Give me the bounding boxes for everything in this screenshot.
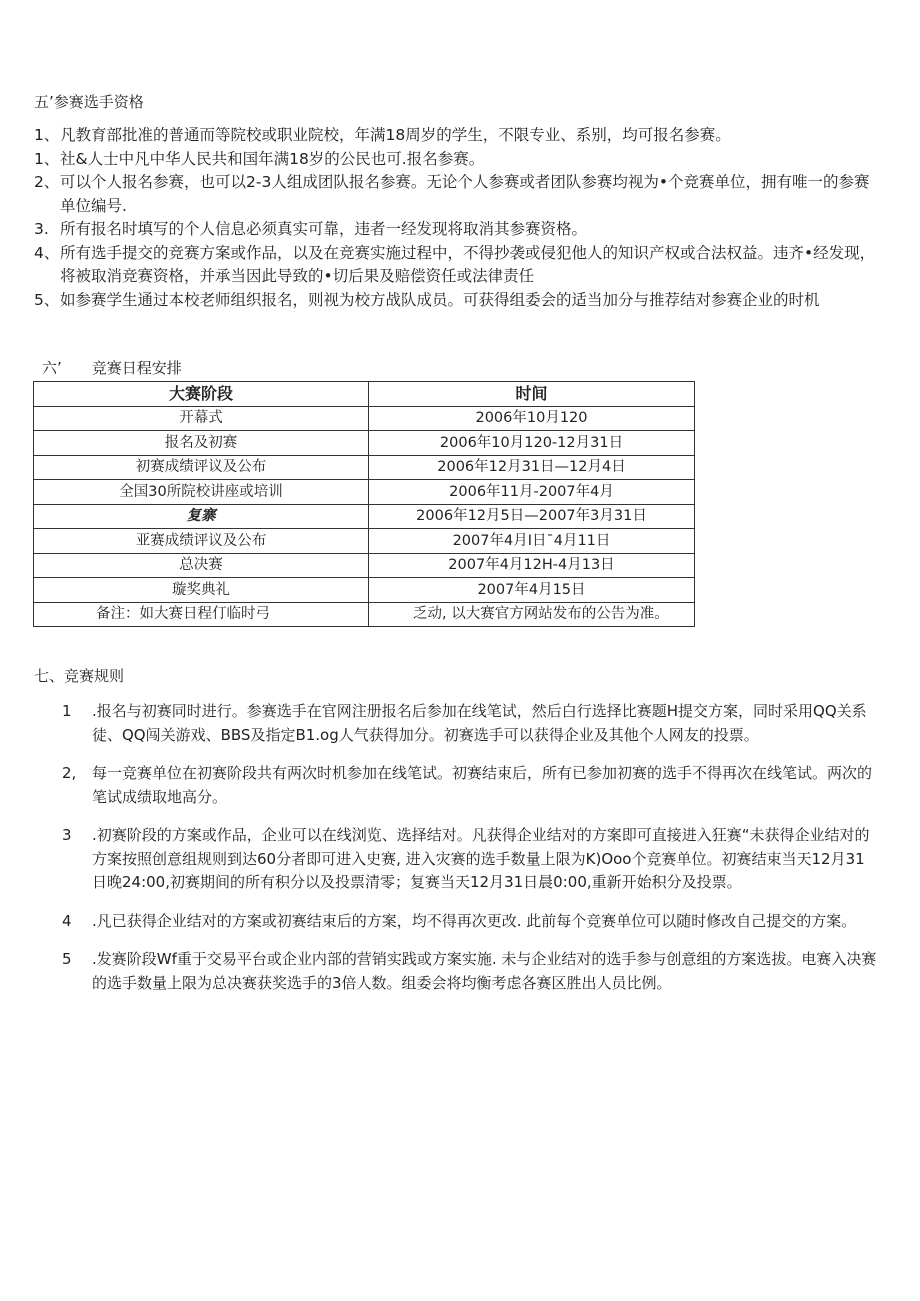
time-cell: 2007年4月12H-4月13日 bbox=[369, 553, 695, 578]
list-item bbox=[62, 824, 877, 895]
time-cell: 2006年12月5日—2007年3月31日 bbox=[369, 504, 695, 529]
item-number: 1、 bbox=[34, 149, 60, 168]
rule-text: .初赛阶段的方案或作品，企业可以在线浏览、选择结对。凡获得企业结对的方案即可直接进入狂赛“未获得企业结对的方案按照创意组规则到达60分者即可进入史赛, 进入灾赛的选手数量上限为K)Ooo个竞赛单位。初赛结束当天12月31日晚24:00,初赛期间的所有积分以及投票清零；复赛当天12月31日晨0:00,重新开始积分及投票。 bbox=[92, 826, 870, 891]
list-item bbox=[34, 171, 884, 218]
stage-cell: 报名及初赛 bbox=[34, 431, 369, 456]
stage-cell: 初赛成绩评议及公布 bbox=[34, 455, 369, 480]
list-item bbox=[34, 242, 884, 289]
time-cell: 2006年10月120-12月31日 bbox=[369, 431, 695, 456]
schedule-table bbox=[33, 381, 695, 627]
note-cell-left: 备注：如大赛日程仃临时弓 bbox=[34, 602, 369, 627]
rule-text: .报名与初赛同时进行。参赛选手在官网注册报名后参加在线笔试，然后白行选择比赛题H提交方案，同时采用QQ关系徒、QQ闯关游戏、BBS及指定B1.og人气获得加分。初赛选手可以获得企业及其他个人网友的投票。 bbox=[92, 702, 867, 744]
item-number: 5、 bbox=[34, 290, 60, 309]
section7-heading: 七、竞赛规则 bbox=[34, 667, 125, 685]
table-row bbox=[34, 406, 695, 431]
list-item bbox=[34, 289, 884, 313]
rule-number: 3 bbox=[62, 826, 72, 844]
rule-number: 5 bbox=[62, 950, 72, 968]
stage-cell: 开幕式 bbox=[34, 406, 369, 431]
list-item bbox=[62, 948, 877, 995]
rule-text: .发赛阶段Wf重于交易平台或企业内部的营销实践或方案实施. 未与企业结对的选手参与创意组的方案选拔。电赛入决赛的选手数量上限为总决赛获奖选手的3倍人数。组委会将均衡考虑各赛区胜出人员比例。 bbox=[92, 950, 877, 992]
rules-list bbox=[62, 700, 877, 1010]
stage-cell: 总决赛 bbox=[34, 553, 369, 578]
list-item bbox=[34, 218, 884, 242]
note-cell-right: 乏动, 以大赛官方网站发布的公告为准。 bbox=[369, 602, 695, 627]
table-row bbox=[34, 431, 695, 456]
item-number: 4、 bbox=[34, 243, 60, 262]
rule-number: 4 bbox=[62, 911, 72, 930]
column-header-time: 时间 bbox=[369, 382, 695, 407]
column-header-stage: 大赛阶段 bbox=[34, 382, 369, 407]
table-row bbox=[34, 529, 695, 554]
time-cell: 2006年10月120 bbox=[369, 406, 695, 431]
table-row bbox=[34, 504, 695, 529]
section6-heading-title: 竞赛日程安排 bbox=[91, 359, 182, 377]
table-row bbox=[34, 480, 695, 505]
item-text: 所有选手提交的竞赛方案或作品，以及在竞赛实施过程中，不得抄袭或侵犯他人的知识产权或合法权益。违齐•经发现，将被取消竞赛资格，并承当因此导致的•切后果及赔偿资任或法律责任 bbox=[60, 243, 876, 285]
list-item bbox=[34, 124, 884, 148]
list-item bbox=[34, 148, 884, 172]
section5-heading: 五’参赛选手资格 bbox=[34, 93, 144, 111]
section6-heading bbox=[42, 358, 182, 378]
item-text: 可以个人报名参赛，也可以2-3人组成团队报名参赛。无论个人参赛或者团队参赛均视为•个竞赛单位，拥有唯一的参赛单位编号. bbox=[60, 173, 870, 215]
table-row bbox=[34, 553, 695, 578]
list-item bbox=[62, 762, 877, 809]
stage-cell: 全国30所院校讲座或培训 bbox=[34, 480, 369, 505]
time-cell: 2007年4月15日 bbox=[369, 578, 695, 603]
table-row bbox=[34, 578, 695, 603]
table-row bbox=[34, 455, 695, 480]
rule-text: 每一竞赛单位在初赛阶段共有两次时机参加在线笔试。初赛结束后，所有已参加初赛的选手不得再次在线笔试。两次的笔试成绩取地高分。 bbox=[92, 764, 873, 806]
stage-cell: 璇奖典礼 bbox=[34, 578, 369, 603]
time-cell: 2006年11月-2007年4月 bbox=[369, 480, 695, 505]
item-number: 2、 bbox=[34, 173, 60, 191]
section6-heading-number: 六’ bbox=[42, 359, 62, 377]
item-text: 所有报名时填写的个人信息必须真实可靠，违者一经发现将取消其参赛资格。 bbox=[60, 220, 588, 238]
item-text: 如参赛学生通过本校老师组织报名，则视为校方战队成员。可获得组委会的适当加分与推荐结对参赛企业的时机 bbox=[60, 290, 820, 309]
time-cell: 2006年12月31日—12月4日 bbox=[369, 455, 695, 480]
item-text: 凡教育部批准的普通而等院校或职业院校，年满18周岁的学生，不限专业、系别，均可报名参赛。 bbox=[60, 126, 731, 144]
stage-cell: 亚赛成绩评议及公布 bbox=[34, 529, 369, 554]
rule-text: .凡已获得企业结对的方案或初赛结束后的方案，均不得再次更改. 此前每个竞赛单位可以随时修改自己提交的方案。 bbox=[92, 911, 857, 930]
item-number: 3. bbox=[34, 220, 49, 238]
item-number: 1、 bbox=[34, 126, 60, 144]
time-cell: 2007年4月I日¯4月11日 bbox=[369, 529, 695, 554]
list-item bbox=[62, 700, 877, 747]
list-item bbox=[62, 910, 877, 934]
rule-number: 2, bbox=[62, 764, 77, 782]
rule-number: 1 bbox=[62, 702, 72, 720]
table-note-row bbox=[34, 602, 695, 627]
item-text: 社&人士中凡中华人民共和国年满18岁的公民也可.报名参赛。 bbox=[60, 149, 485, 168]
stage-cell: 复寨 bbox=[34, 504, 369, 529]
qualification-list bbox=[34, 124, 884, 312]
table-header-row bbox=[34, 382, 695, 407]
